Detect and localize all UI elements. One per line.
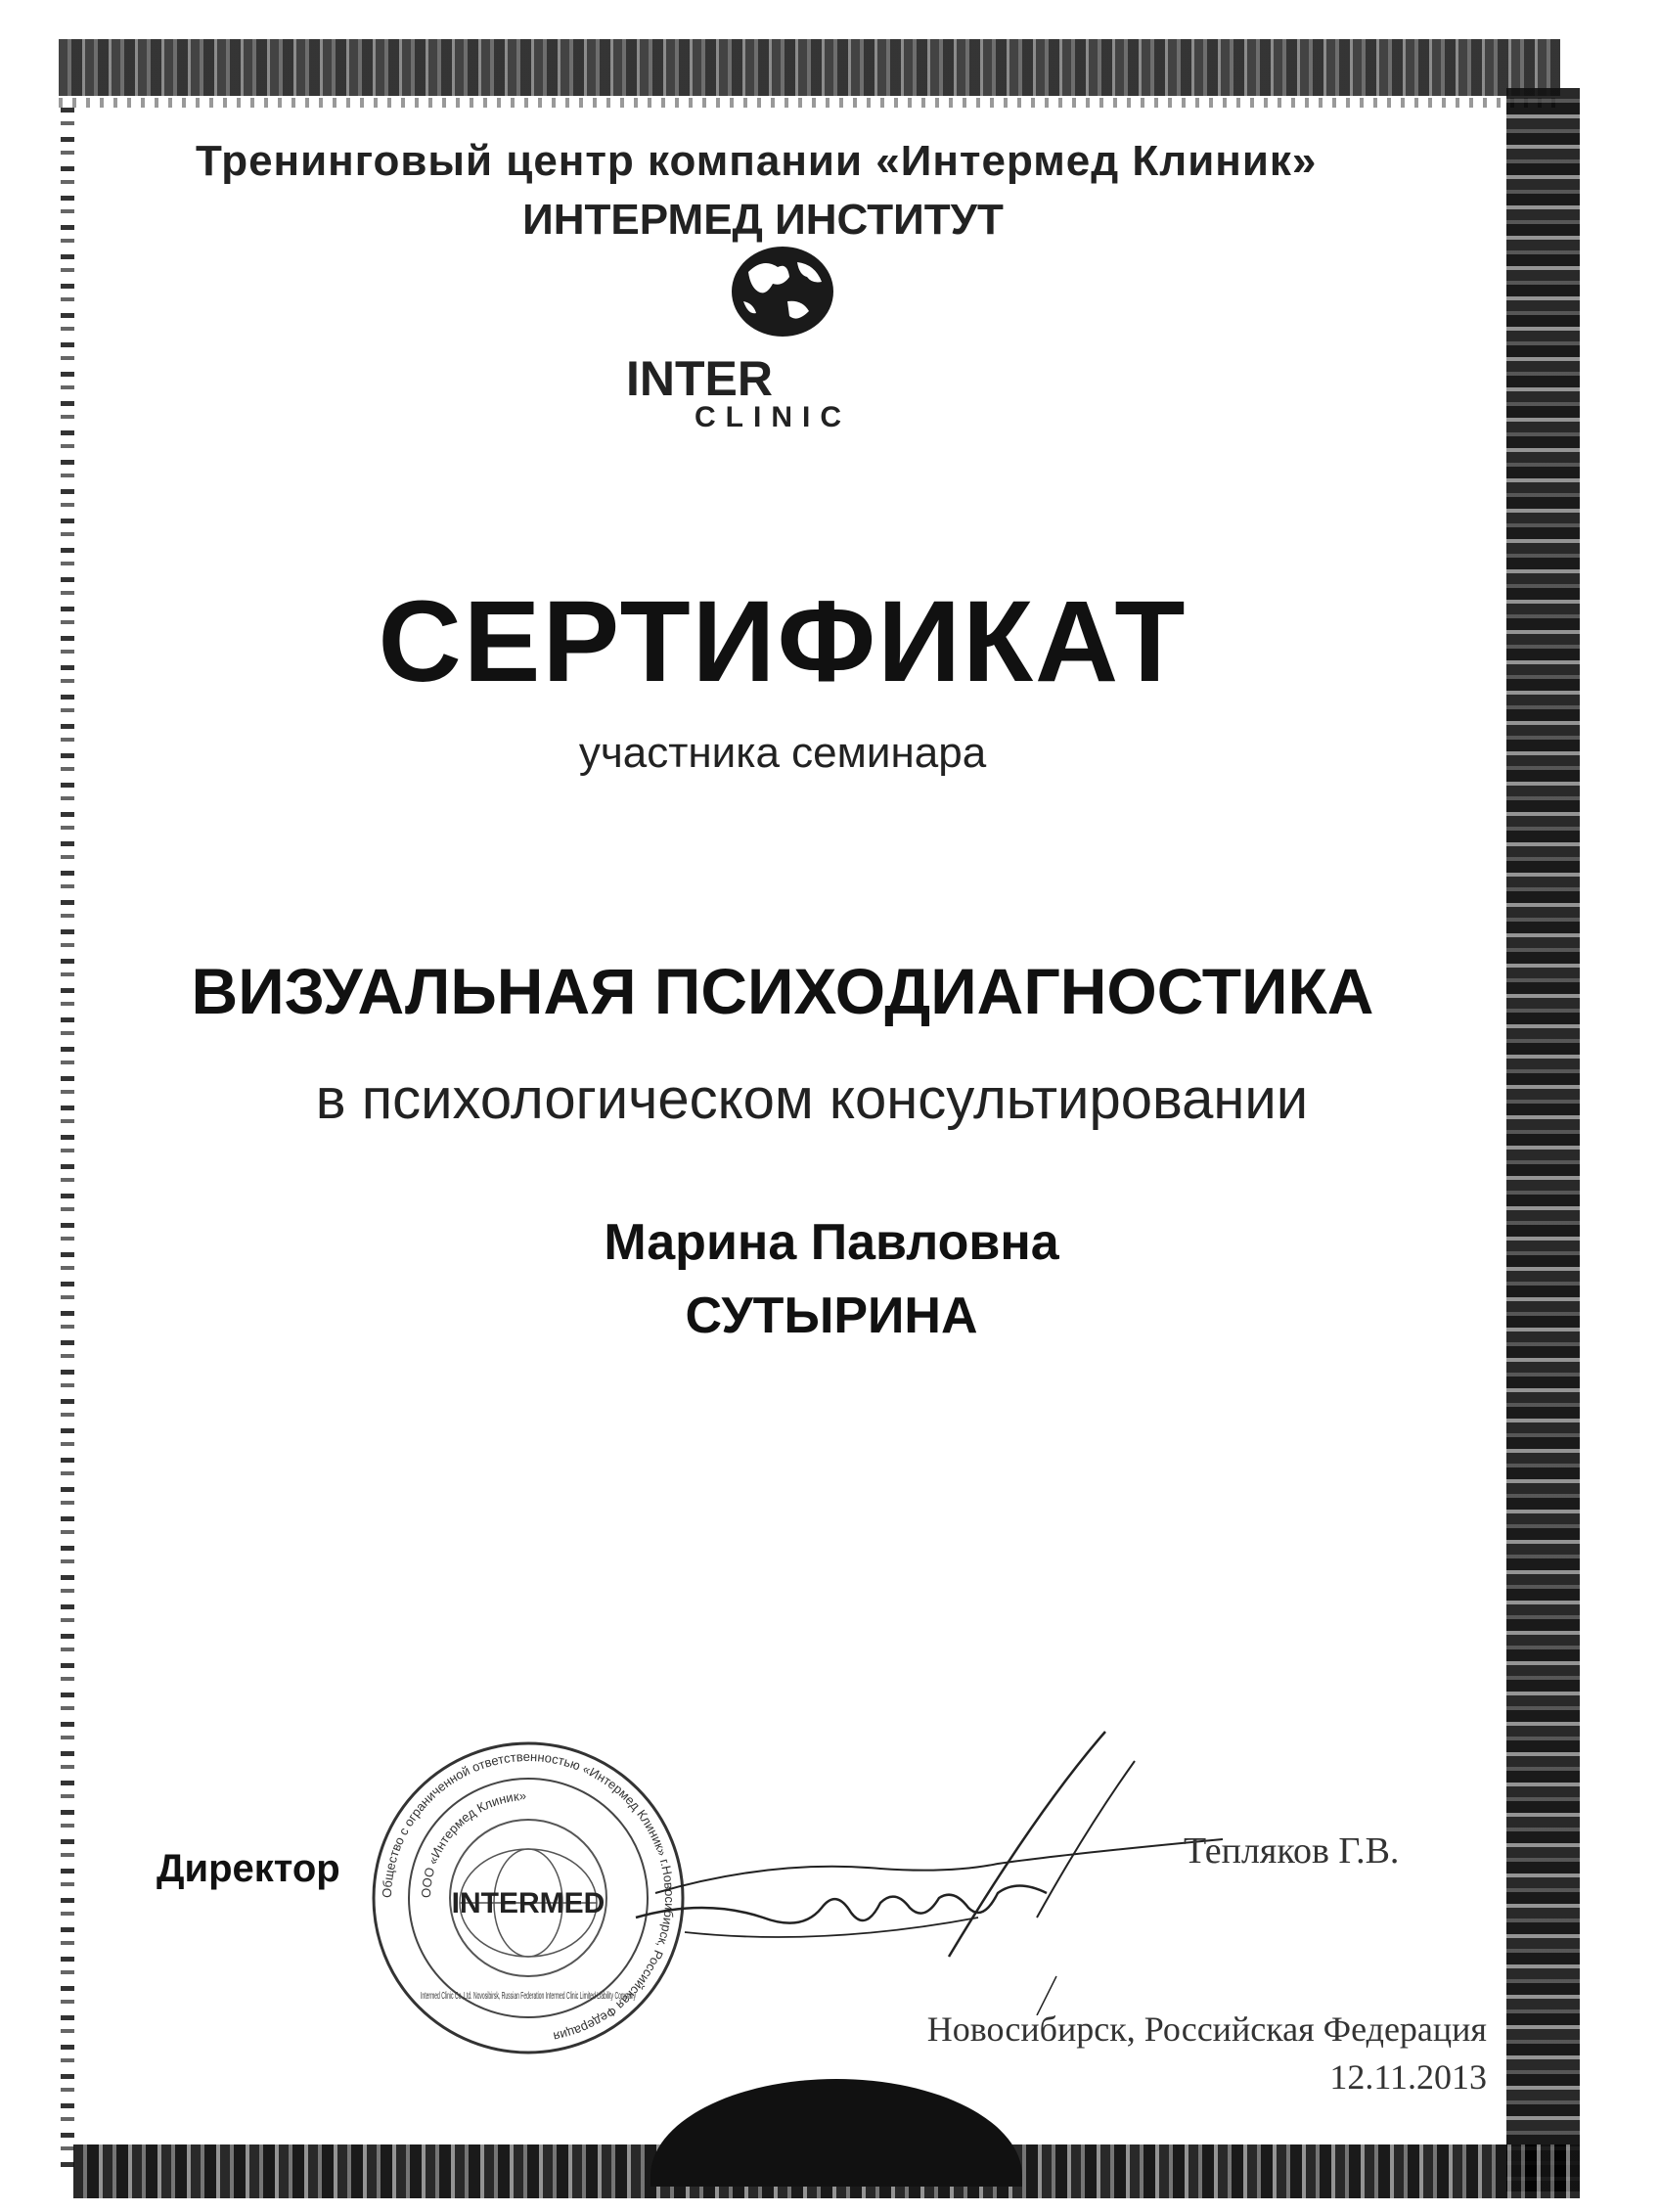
- institute-header: ИНТЕРМЕД ИНСТИТУТ: [522, 196, 1004, 244]
- seal-center-text: INTERMED: [451, 1887, 605, 1919]
- seal-inner-text: ООО «Интермед Клиник»: [418, 1787, 527, 1899]
- logo-clinic-text: CLINIC: [695, 401, 851, 433]
- director-label: Директор: [157, 1847, 340, 1890]
- recipient-surname: СУТЫРИНА: [685, 1287, 978, 1344]
- recipient-first-names: Марина Павловна: [604, 1214, 1059, 1271]
- scan-ink-blot: [650, 2079, 1022, 2187]
- seal-bottom-text: Intermed Clinic Co.,Ltd. Novosibirsk, Russian Federation Intermed Clinic Limited Liability Company: [421, 1991, 636, 2002]
- scan-border-left: [61, 108, 74, 2172]
- course-subtitle: в психологическом консультировании: [315, 1067, 1309, 1131]
- director-name: Тепляков Г.В.: [1184, 1830, 1400, 1872]
- globe-icon: [729, 243, 836, 340]
- issue-location: Новосибирск, Российская Федерация: [926, 2009, 1487, 2049]
- issue-date: 12.11.2013: [1329, 2057, 1487, 2097]
- certificate-subtitle: участника семинара: [578, 729, 987, 777]
- training-center-header: Тренинговый центр компании «Интермед Клиник»: [196, 137, 1318, 185]
- course-title: ВИЗУАЛЬНАЯ ПСИХОДИАГНОСТИКА: [191, 955, 1374, 1027]
- scan-border-top: [59, 39, 1560, 96]
- seal-outer-text: Общество с ограниченной ответственностью «Интермед Клиник» г.Новосибирск, Российская Федерация: [379, 1748, 678, 2045]
- certificate-title: СЕРТИФИКАТ: [378, 577, 1188, 706]
- logo-inter-text: INTER: [626, 351, 773, 406]
- scan-border-top-dots: [59, 98, 1560, 108]
- director-signature: [626, 1722, 1233, 2015]
- scan-border-right: [1506, 88, 1580, 2191]
